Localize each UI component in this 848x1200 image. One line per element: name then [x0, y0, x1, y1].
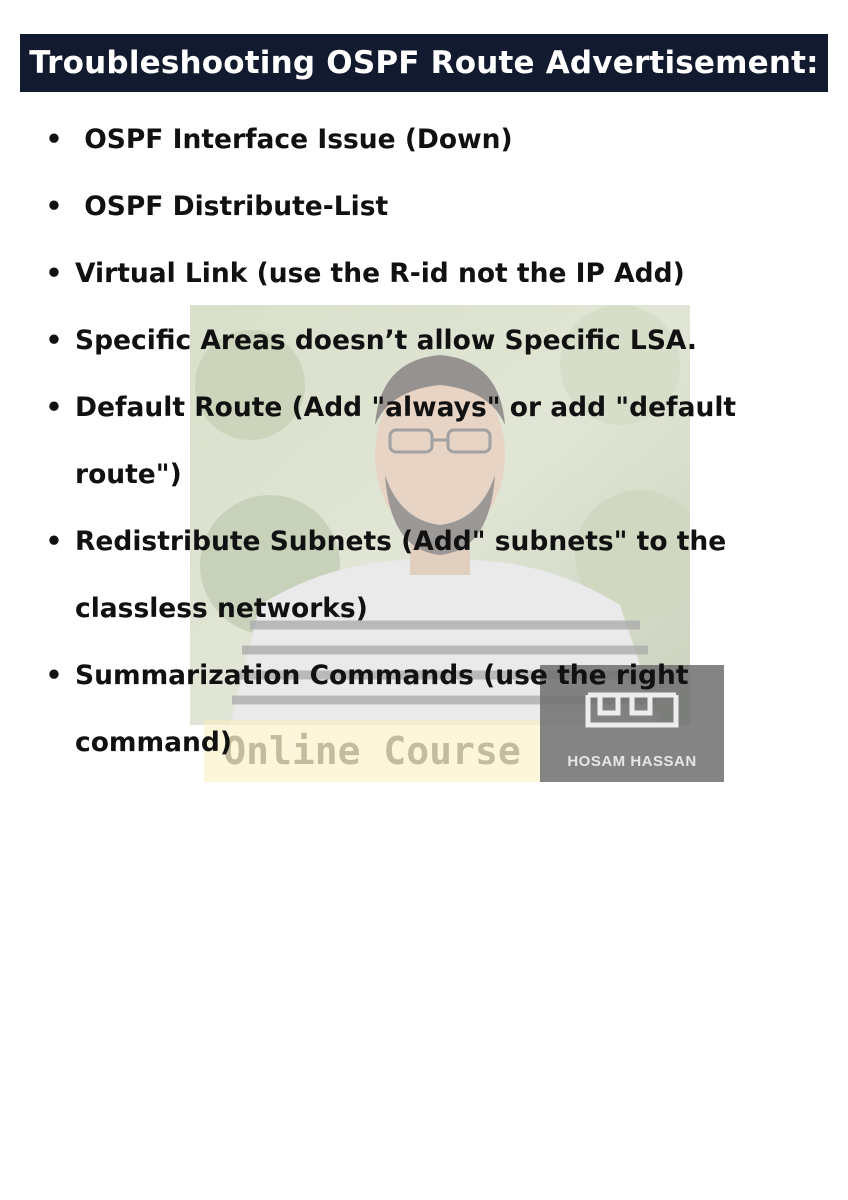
bullet-dot: • — [45, 660, 63, 691]
list-item-text: Summarization Commands (use the right command) — [75, 660, 689, 758]
bullet-dot: • — [45, 191, 63, 222]
bullet-dot: • — [45, 258, 63, 289]
title-bar — [20, 34, 828, 92]
list-item-text: OSPF Interface Issue (Down) — [75, 124, 513, 155]
list-item — [44, 307, 764, 374]
logo-name: HOSAM HASSAN — [567, 753, 697, 770]
list-item-text: Specific Areas doesn’t allow Specific LSA. — [75, 325, 697, 356]
page-title: Troubleshooting OSPF Route Advertisement: — [29, 45, 819, 81]
online-course-text: Online Course — [223, 729, 521, 773]
bullet-dot: • — [45, 325, 63, 356]
list-item — [44, 173, 764, 240]
list-item — [44, 508, 764, 642]
bullet-dot: • — [45, 392, 63, 423]
list-item — [44, 642, 764, 776]
list-item — [44, 240, 764, 307]
list-item-text: Redistribute Subnets (Add" subnets" to the classless networks) — [75, 526, 727, 624]
list-item-text: Virtual Link (use the R-id not the IP Add) — [75, 258, 685, 289]
list-item — [44, 374, 764, 508]
list-item — [44, 106, 764, 173]
bullet-dot: • — [45, 526, 63, 557]
list-item-text: OSPF Distribute-List — [75, 191, 389, 222]
bullet-dot: • — [45, 124, 63, 155]
list-item-text: Default Route (Add "always" or add "default route") — [75, 392, 737, 490]
